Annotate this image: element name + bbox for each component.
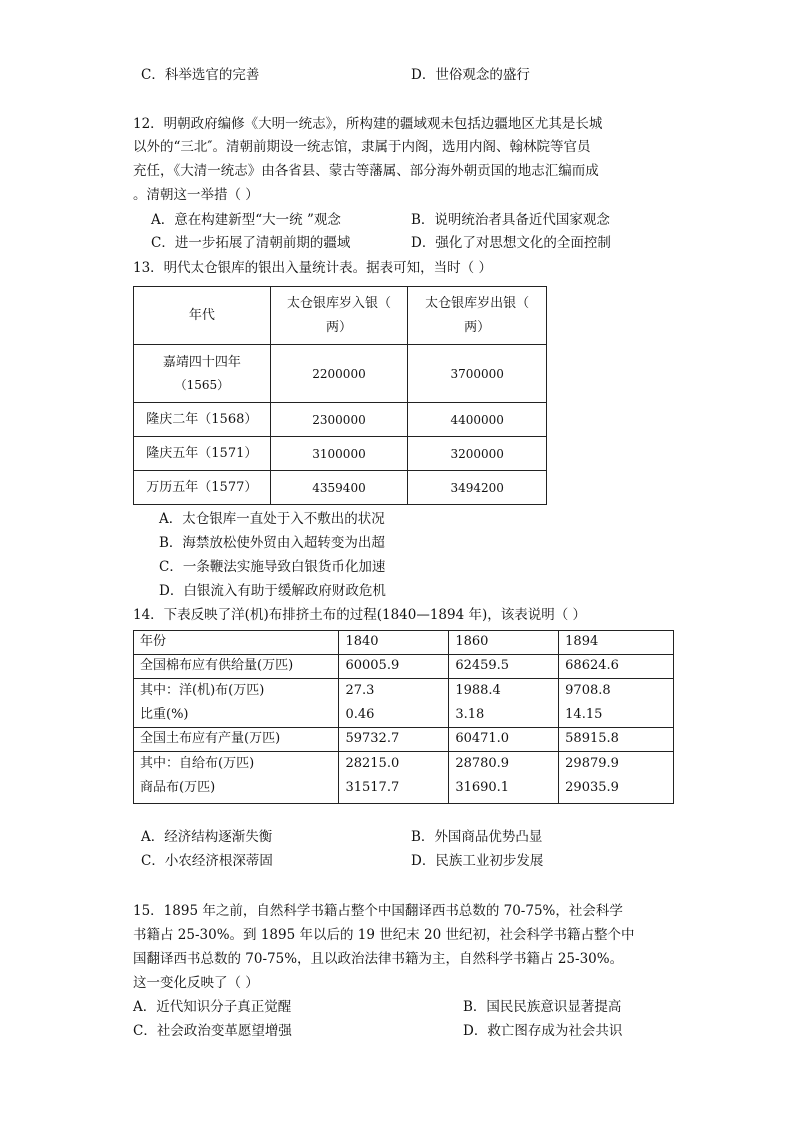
row-era: 隆庆二年（1568） [134, 403, 271, 437]
table-row [134, 679, 674, 728]
q12-option-b: B．说明统治者具备近代国家观念 [411, 212, 610, 228]
header-1894: 1894 [559, 631, 674, 655]
row-label: 全国土布应有产量(万匹) [134, 728, 339, 752]
row-value-1894: 9708.8 14.15 [559, 679, 674, 728]
q15-stem-line-4: 这一变化反映了（ ） [133, 975, 259, 991]
q13-option-b: B．海禁放松使外贸由入超转变为出超 [159, 535, 385, 551]
row-value-1860: 60471.0 [449, 728, 559, 752]
row-income: 2300000 [270, 403, 408, 437]
row-value-1894: 58915.8 [559, 728, 674, 752]
q14-stem: 14．下表反映了洋(机)布排挤土布的过程(1840—1894 年)，该表说明（ ） [133, 607, 587, 623]
q15-stem-line-1: 15．1895 年之前，自然科学书籍占整个中国翻译西书总数的 70-75%，社会科学 [133, 903, 623, 919]
q12-stem-line-1: 12．明朝政府编修《大明一统志》，所构建的疆域观未包括边疆地区尤其是长城 [133, 116, 603, 132]
table-row [134, 655, 674, 679]
table-row [134, 728, 674, 752]
q12-stem-line-2: 以外的“三北″。清朝前期设一统志馆，隶属于内阁，选用内阁、翰林院等官员 [133, 139, 591, 155]
table-row [134, 345, 547, 403]
row-value-1860: 28780.9 31690.1 [449, 752, 559, 804]
row-value-1840: 59732.7 [339, 728, 449, 752]
q14-option-b: B．外国商品优势凸显 [411, 829, 543, 845]
q15-option-a: A．近代知识分子真正觉醒 [133, 999, 292, 1015]
row-expense: 3200000 [408, 437, 547, 471]
table-header-row [134, 631, 674, 655]
row-income: 2200000 [270, 345, 408, 403]
row-era: 隆庆五年（1571） [134, 437, 271, 471]
q12-option-d: D．强化了对思想文化的全面控制 [411, 235, 611, 251]
row-value-1894: 29879.9 29035.9 [559, 752, 674, 804]
header-era: 年代 [134, 287, 271, 345]
table-row [134, 752, 674, 804]
q15-option-d: D．救亡图存成为社会共识 [463, 1023, 623, 1039]
row-income: 4359400 [270, 471, 408, 505]
table-row [134, 471, 547, 505]
q13-option-d: D．白银流入有助于缓解政府财政危机 [159, 583, 386, 599]
row-value-1840: 27.3 0.46 [339, 679, 449, 728]
header-1840: 1840 [339, 631, 449, 655]
header-expense: 太仓银库岁出银（ 两） [408, 287, 547, 345]
header-year: 年份 [134, 631, 339, 655]
row-expense: 4400000 [408, 403, 547, 437]
q15-stem-line-3: 国翻译西书总数的 70-75%，且以政治法律书籍为主，自然科学书籍占 25-30%。 [133, 951, 624, 967]
q12-option-a: A．意在构建新型“大一统 ”观念 [151, 212, 341, 228]
q11-option-c: C．科举选官的完善 [141, 67, 260, 83]
q14-table [133, 630, 674, 804]
row-expense: 3494200 [408, 471, 547, 505]
q13-table [133, 286, 547, 505]
q15-stem-line-2: 书籍占 25-30%。到 1895 年以后的 19 世纪末 20 世纪初，社会科学书籍占整个中 [133, 927, 635, 943]
row-value-1840: 60005.9 [339, 655, 449, 679]
q12-stem-line-4: 。清朝这一举措（ ） [133, 187, 259, 203]
table-header-row [134, 287, 547, 345]
q15-option-b: B．国民民族意识显著提高 [463, 999, 622, 1015]
row-era: 万历五年（1577） [134, 471, 271, 505]
row-label: 其中：自给布(万匹) 商品布(万匹) [134, 752, 339, 804]
q14-option-a: A．经济结构逐渐失衡 [141, 829, 273, 845]
q13-stem: 13．明代太仓银库的银出入量统计表。据表可知，当时（ ） [133, 260, 492, 276]
q14-option-c: C．小农经济根深蒂固 [141, 853, 273, 869]
q13-option-c: C．一条鞭法实施导致白银货币化加速 [159, 559, 386, 575]
row-label: 其中：洋(机)布(万匹) 比重(%) [134, 679, 339, 728]
table-row [134, 403, 547, 437]
q12-stem-line-3: 充任，《大清一统志》由各省县、蒙古等藩属、部分海外朝贡国的地志汇编而成 [133, 163, 599, 179]
q11-option-d: D．世俗观念的盛行 [411, 67, 530, 83]
row-income: 3100000 [270, 437, 408, 471]
header-1860: 1860 [449, 631, 559, 655]
q14-option-d: D．民族工业初步发展 [411, 853, 544, 869]
row-value-1860: 1988.4 3.18 [449, 679, 559, 728]
q13-option-a: A．太仓银库一直处于入不敷出的状况 [159, 511, 385, 527]
row-expense: 3700000 [408, 345, 547, 403]
row-label: 全国棉布应有供给量(万匹) [134, 655, 339, 679]
row-value-1860: 62459.5 [449, 655, 559, 679]
row-value-1840: 28215.0 31517.7 [339, 752, 449, 804]
q15-option-c: C．社会政治变革愿望增强 [133, 1023, 292, 1039]
header-income: 太仓银库岁入银（ 两） [270, 287, 408, 345]
table-row [134, 437, 547, 471]
row-era: 嘉靖四十四年 （1565） [134, 345, 271, 403]
q12-option-c: C．进一步拓展了清朝前期的疆域 [151, 235, 351, 251]
row-value-1894: 68624.6 [559, 655, 674, 679]
